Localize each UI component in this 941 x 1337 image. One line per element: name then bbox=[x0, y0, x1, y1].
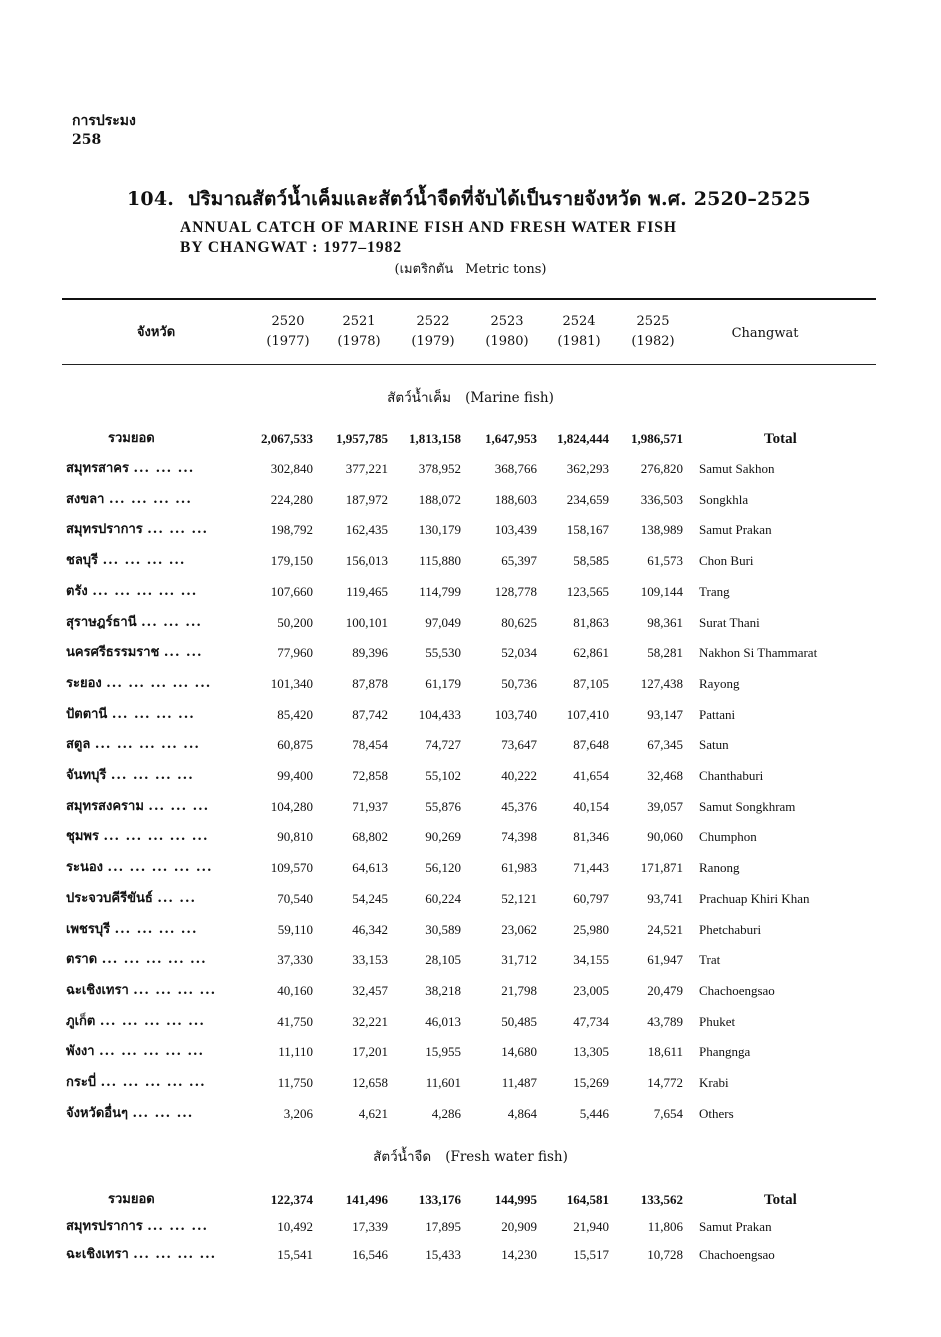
header-changwat-thai: จังหวัด bbox=[136, 325, 176, 340]
year-ad: (1978) bbox=[337, 334, 381, 349]
cell-value: 133,562 bbox=[640, 1192, 683, 1207]
table-row bbox=[0, 612, 941, 634]
cell-value: 171,871 bbox=[640, 860, 683, 876]
province-en: Phetchaburi bbox=[699, 921, 762, 937]
province-thai: ปัตตานี ... ... ... ... bbox=[66, 706, 195, 722]
cell-value: 15,541 bbox=[277, 1247, 313, 1262]
province-thai: ประจวบคีรีขันธ์ ... ... bbox=[66, 890, 196, 906]
province-en: Krabi bbox=[699, 1075, 729, 1090]
year-header-2521 bbox=[324, 312, 394, 352]
cell-value: 187,972 bbox=[345, 491, 388, 507]
table-row bbox=[0, 1244, 941, 1266]
year-be: 2525 bbox=[636, 314, 670, 329]
leader-dots: ... ... ... bbox=[141, 614, 202, 630]
province-thai: สงขลา ... ... ... ... bbox=[66, 491, 192, 507]
cell-value: 72,858 bbox=[352, 768, 388, 783]
table-row bbox=[0, 857, 941, 879]
cell-value: 12,658 bbox=[352, 1075, 388, 1090]
year-header-2522 bbox=[398, 312, 468, 352]
cell-value: 1,647,953 bbox=[485, 431, 537, 446]
cell-value: 11,750 bbox=[277, 1075, 313, 1090]
cell-value: 52,034 bbox=[501, 645, 537, 661]
year-be: 2520 bbox=[271, 314, 305, 329]
year-ad: (1982) bbox=[631, 334, 675, 349]
cell-value: 54,245 bbox=[352, 890, 388, 906]
cell-value: 141,496 bbox=[345, 1192, 388, 1207]
province-thai: รวมยอด bbox=[108, 431, 155, 446]
cell-value: 104,280 bbox=[270, 798, 313, 814]
province-thai: ระนอง ... ... ... ... ... bbox=[66, 860, 213, 876]
cell-value: 14,230 bbox=[501, 1247, 537, 1262]
cell-value: 15,269 bbox=[573, 1075, 609, 1090]
province-thai: เพชรบุรี ... ... ... ... bbox=[66, 921, 198, 937]
leader-dots: ... ... ... ... ... bbox=[94, 737, 200, 753]
leader-dots: ... ... ... bbox=[147, 522, 209, 538]
cell-value: 61,947 bbox=[647, 952, 683, 968]
cell-value: 1,957,785 bbox=[336, 431, 388, 446]
table-row bbox=[0, 888, 941, 910]
leader-dots: ... ... bbox=[157, 890, 196, 906]
cell-value: 41,654 bbox=[573, 768, 609, 783]
leader-dots: ... ... ... bbox=[133, 461, 195, 476]
cell-value: 87,742 bbox=[352, 706, 388, 722]
cell-value: 17,201 bbox=[352, 1044, 388, 1060]
cell-value: 107,660 bbox=[270, 583, 313, 599]
province-thai: กระบี่ ... ... ... ... ... bbox=[66, 1075, 206, 1090]
cell-value: 224,280 bbox=[270, 491, 313, 507]
table-row bbox=[0, 1216, 941, 1238]
cell-value: 81,863 bbox=[573, 614, 609, 630]
page-number: 258 bbox=[72, 132, 102, 148]
cell-value: 276,820 bbox=[640, 461, 683, 476]
units-en: Metric tons) bbox=[465, 262, 547, 277]
leader-dots: ... ... ... ... ... bbox=[92, 583, 198, 599]
cell-value: 1,813,158 bbox=[409, 431, 461, 446]
table-row bbox=[0, 1041, 941, 1063]
cell-value: 52,121 bbox=[501, 890, 537, 906]
cell-value: 34,155 bbox=[573, 952, 609, 968]
cell-value: 74,727 bbox=[425, 737, 461, 753]
province-thai: ฉะเชิงเทรา ... ... ... ... bbox=[66, 982, 217, 998]
cell-value: 15,955 bbox=[425, 1044, 461, 1060]
province-thai: นครศรีธรรมราช ... ... bbox=[66, 645, 203, 661]
cell-value: 362,293 bbox=[566, 461, 609, 476]
year-header-2523 bbox=[472, 312, 542, 352]
cell-value: 77,960 bbox=[277, 645, 313, 661]
running-head bbox=[72, 112, 136, 150]
cell-value: 78,454 bbox=[352, 737, 388, 753]
cell-value: 127,438 bbox=[640, 675, 683, 691]
table-row bbox=[0, 704, 941, 726]
cell-value: 87,878 bbox=[352, 675, 388, 691]
cell-value: 37,330 bbox=[277, 952, 313, 968]
table-number: 104. bbox=[127, 188, 175, 210]
cell-value: 60,875 bbox=[277, 737, 313, 753]
cell-value: 80,625 bbox=[501, 614, 537, 630]
province-en: Songkhla bbox=[699, 491, 749, 507]
table-row bbox=[0, 734, 941, 756]
year-be: 2523 bbox=[490, 314, 524, 329]
cell-value: 130,179 bbox=[418, 522, 461, 538]
table-row bbox=[0, 1072, 941, 1094]
cell-value: 17,339 bbox=[352, 1219, 388, 1234]
province-thai: ตรัง ... ... ... ... ... bbox=[66, 583, 198, 599]
cell-value: 107,410 bbox=[566, 706, 609, 722]
cell-value: 32,457 bbox=[352, 982, 388, 998]
cell-value: 55,102 bbox=[425, 768, 461, 783]
province-en: Total bbox=[764, 1192, 797, 1208]
cell-value: 16,546 bbox=[352, 1247, 388, 1262]
cell-value: 123,565 bbox=[566, 583, 609, 599]
leader-dots: ... ... ... ... bbox=[133, 982, 217, 998]
table-row bbox=[0, 1011, 941, 1033]
year-ad: (1980) bbox=[485, 334, 529, 349]
cell-value: 2,067,533 bbox=[261, 431, 313, 446]
cell-value: 104,433 bbox=[418, 706, 461, 722]
cell-value: 64,613 bbox=[352, 860, 388, 876]
cell-value: 138,989 bbox=[640, 522, 683, 538]
cell-value: 43,789 bbox=[647, 1013, 683, 1029]
cell-value: 33,153 bbox=[352, 952, 388, 968]
province-en: Chachoengsao bbox=[699, 1247, 775, 1262]
cell-value: 60,797 bbox=[573, 890, 609, 906]
province-en: Phuket bbox=[699, 1013, 736, 1029]
cell-value: 20,479 bbox=[647, 982, 683, 998]
cell-value: 179,150 bbox=[270, 553, 313, 569]
cell-value: 23,062 bbox=[501, 921, 537, 937]
marine-title-thai: สัตว์น้ำเค็ม bbox=[387, 390, 452, 406]
title-thai: ปริมาณสัตว์น้ำเค็มและสัตว์น้ำจืดที่จับได้เป็นรายจังหวัด พ.ศ. 2520–2525 bbox=[188, 188, 811, 210]
cell-value: 188,072 bbox=[418, 491, 461, 507]
cell-value: 25,980 bbox=[573, 921, 609, 937]
province-en: Pattani bbox=[699, 706, 736, 722]
leader-dots: ... ... ... ... bbox=[133, 1247, 217, 1262]
cell-value: 55,876 bbox=[425, 798, 461, 814]
cell-value: 90,269 bbox=[425, 829, 461, 845]
cell-value: 4,621 bbox=[358, 1105, 388, 1121]
cell-value: 17,895 bbox=[425, 1219, 461, 1234]
cell-value: 56,120 bbox=[425, 860, 461, 876]
cell-value: 60,224 bbox=[425, 890, 461, 906]
cell-value: 71,443 bbox=[573, 860, 609, 876]
cell-value: 39,057 bbox=[647, 798, 683, 814]
table-row bbox=[0, 826, 941, 848]
province-en: Samut Prakan bbox=[699, 1219, 772, 1234]
cell-value: 45,376 bbox=[501, 798, 537, 814]
cell-value: 21,940 bbox=[573, 1219, 609, 1234]
province-en: Chanthaburi bbox=[699, 768, 764, 783]
province-thai: สมุทรสงคราม ... ... ... bbox=[66, 798, 210, 814]
cell-value: 103,740 bbox=[494, 706, 537, 722]
cell-value: 3,206 bbox=[283, 1105, 313, 1121]
cell-value: 5,446 bbox=[579, 1105, 609, 1121]
year-header-2525 bbox=[618, 312, 688, 352]
province-thai: สมุทรปราการ ... ... ... bbox=[66, 1219, 209, 1234]
cell-value: 50,736 bbox=[501, 675, 537, 691]
cell-value: 87,648 bbox=[573, 737, 609, 753]
marine-section-title bbox=[0, 386, 941, 408]
cell-value: 61,573 bbox=[647, 553, 683, 569]
province-thai: สมุทรสาคร ... ... ... bbox=[66, 461, 195, 476]
cell-value: 90,060 bbox=[647, 829, 683, 845]
cell-value: 46,013 bbox=[425, 1013, 461, 1029]
cell-value: 109,570 bbox=[270, 860, 313, 876]
province-thai: สตูล ... ... ... ... ... bbox=[66, 737, 200, 753]
cell-value: 1,986,571 bbox=[631, 431, 683, 446]
table-row bbox=[0, 458, 941, 480]
province-en: Chachoengsao bbox=[699, 982, 775, 998]
cell-value: 89,396 bbox=[352, 645, 388, 661]
cell-value: 97,049 bbox=[425, 614, 461, 630]
leader-dots: ... ... ... ... ... bbox=[106, 675, 212, 691]
cell-value: 109,144 bbox=[640, 583, 683, 599]
leader-dots: ... ... ... ... ... bbox=[101, 952, 207, 968]
table-row bbox=[0, 980, 941, 1002]
title-en-line2: BY CHANGWAT : 1977–1982 bbox=[180, 239, 403, 256]
table-row bbox=[0, 642, 941, 664]
cell-value: 74,398 bbox=[501, 829, 537, 845]
leader-dots: ... ... ... ... ... bbox=[107, 860, 213, 876]
cell-value: 20,909 bbox=[501, 1219, 537, 1234]
section-label: การประมง bbox=[72, 113, 136, 129]
cell-value: 1,824,444 bbox=[557, 431, 609, 446]
cell-value: 68,802 bbox=[352, 829, 388, 845]
cell-value: 32,468 bbox=[647, 768, 683, 783]
province-thai: ภูเก็ต ... ... ... ... ... bbox=[66, 1013, 205, 1029]
leader-dots: ... ... ... bbox=[132, 1105, 194, 1121]
cell-value: 23,005 bbox=[573, 982, 609, 998]
fresh-title-en: (Fresh water fish) bbox=[445, 1149, 568, 1165]
cell-value: 98,361 bbox=[647, 614, 683, 630]
cell-value: 302,840 bbox=[270, 461, 313, 476]
table-row bbox=[0, 673, 941, 695]
leader-dots: ... ... ... ... ... bbox=[99, 1044, 205, 1060]
cell-value: 24,521 bbox=[647, 921, 683, 937]
table-row bbox=[0, 489, 941, 511]
cell-value: 93,741 bbox=[647, 890, 683, 906]
leader-dots: ... ... ... bbox=[147, 1219, 209, 1234]
leader-dots: ... ... ... ... bbox=[108, 491, 192, 507]
province-en: Others bbox=[699, 1105, 734, 1121]
province-en: Samut Sakhon bbox=[699, 461, 775, 476]
cell-value: 10,492 bbox=[277, 1219, 313, 1234]
cell-value: 90,810 bbox=[277, 829, 313, 845]
province-thai: จังหวัดอื่นๆ ... ... ... bbox=[66, 1105, 194, 1121]
cell-value: 188,603 bbox=[494, 491, 537, 507]
cell-value: 67,345 bbox=[647, 737, 683, 753]
cell-value: 133,176 bbox=[418, 1192, 461, 1207]
cell-value: 28,105 bbox=[425, 952, 461, 968]
leader-dots: ... ... ... ... bbox=[110, 768, 194, 783]
leader-dots: ... ... ... ... ... bbox=[103, 829, 209, 845]
table-row bbox=[0, 550, 941, 572]
province-en: Samut Songkhram bbox=[699, 798, 796, 814]
fresh-section-title bbox=[0, 1145, 941, 1167]
province-en: Ranong bbox=[699, 860, 740, 876]
cell-value: 4,864 bbox=[507, 1105, 537, 1121]
cell-value: 55,530 bbox=[425, 645, 461, 661]
cell-value: 164,581 bbox=[566, 1192, 609, 1207]
cell-value: 47,734 bbox=[573, 1013, 609, 1029]
province-en: Nakhon Si Thammarat bbox=[699, 645, 818, 661]
cell-value: 11,601 bbox=[425, 1075, 461, 1090]
cell-value: 73,647 bbox=[501, 737, 537, 753]
header-rule bbox=[62, 364, 876, 365]
province-thai: ระยอง ... ... ... ... ... bbox=[66, 675, 212, 691]
cell-value: 378,952 bbox=[418, 461, 461, 476]
title-thai-line bbox=[127, 184, 811, 214]
province-en: Trat bbox=[699, 952, 721, 968]
cell-value: 58,281 bbox=[647, 645, 683, 661]
cell-value: 65,397 bbox=[501, 553, 537, 569]
cell-value: 100,101 bbox=[345, 614, 388, 630]
year-ad: (1977) bbox=[266, 334, 310, 349]
cell-value: 93,147 bbox=[647, 706, 683, 722]
province-thai: ชลบุรี ... ... ... ... bbox=[66, 553, 186, 569]
cell-value: 158,167 bbox=[566, 522, 609, 538]
cell-value: 14,680 bbox=[501, 1044, 537, 1060]
cell-value: 85,420 bbox=[277, 706, 313, 722]
year-be: 2521 bbox=[342, 314, 376, 329]
marine-total-row bbox=[0, 428, 941, 450]
leader-dots: ... ... ... ... bbox=[114, 921, 198, 937]
cell-value: 21,798 bbox=[501, 982, 537, 998]
leader-dots: ... ... ... ... ... bbox=[99, 1013, 205, 1029]
cell-value: 4,286 bbox=[431, 1105, 461, 1121]
table-row bbox=[0, 765, 941, 787]
cell-value: 144,995 bbox=[494, 1192, 537, 1207]
province-en: Rayong bbox=[699, 675, 740, 691]
cell-value: 13,305 bbox=[573, 1044, 609, 1060]
year-header-2524 bbox=[544, 312, 614, 352]
cell-value: 40,160 bbox=[277, 982, 313, 998]
cell-value: 101,340 bbox=[270, 675, 313, 691]
cell-value: 71,937 bbox=[352, 798, 388, 814]
cell-value: 15,433 bbox=[425, 1247, 461, 1262]
table-row bbox=[0, 796, 941, 818]
province-thai: สุราษฎร์ธานี ... ... ... bbox=[66, 614, 202, 630]
units-label bbox=[0, 258, 941, 279]
province-thai: ตราด ... ... ... ... ... bbox=[66, 952, 207, 968]
cell-value: 62,861 bbox=[573, 645, 609, 661]
fresh-title-thai: สัตว์น้ำจืด bbox=[373, 1149, 432, 1165]
cell-value: 122,374 bbox=[270, 1192, 313, 1207]
cell-value: 11,110 bbox=[278, 1044, 313, 1060]
province-en: Prachuap Khiri Khan bbox=[699, 890, 810, 906]
province-thai: พังงา ... ... ... ... ... bbox=[66, 1044, 205, 1060]
cell-value: 46,342 bbox=[352, 921, 388, 937]
leader-dots: ... ... bbox=[163, 645, 203, 661]
cell-value: 40,154 bbox=[573, 798, 609, 814]
table-row bbox=[0, 1103, 941, 1125]
province-thai: รวมยอด bbox=[108, 1192, 155, 1207]
leader-dots: ... ... ... bbox=[148, 798, 210, 814]
cell-value: 70,540 bbox=[277, 890, 313, 906]
province-thai: สมุทรปราการ ... ... ... bbox=[66, 522, 209, 538]
cell-value: 18,611 bbox=[647, 1044, 683, 1060]
province-thai: ชุมพร ... ... ... ... ... bbox=[66, 829, 209, 845]
cell-value: 7,654 bbox=[653, 1105, 683, 1121]
fresh-total-row bbox=[0, 1189, 941, 1211]
leader-dots: ... ... ... ... bbox=[102, 553, 186, 569]
cell-value: 32,221 bbox=[352, 1013, 388, 1029]
cell-value: 59,110 bbox=[277, 921, 313, 937]
year-header-2520 bbox=[253, 312, 323, 352]
cell-value: 31,712 bbox=[501, 952, 537, 968]
cell-value: 50,200 bbox=[277, 614, 313, 630]
cell-value: 234,659 bbox=[566, 491, 609, 507]
province-thai: จันทบุรี ... ... ... ... bbox=[66, 768, 194, 783]
province-thai: ฉะเชิงเทรา ... ... ... ... bbox=[66, 1247, 217, 1262]
year-ad: (1981) bbox=[557, 334, 601, 349]
cell-value: 336,503 bbox=[640, 491, 683, 507]
year-be: 2524 bbox=[562, 314, 596, 329]
cell-value: 58,585 bbox=[573, 553, 609, 569]
table-row bbox=[0, 581, 941, 603]
cell-value: 115,880 bbox=[419, 553, 461, 569]
cell-value: 114,799 bbox=[419, 583, 461, 599]
cell-value: 103,439 bbox=[494, 522, 537, 538]
leader-dots: ... ... ... ... ... bbox=[100, 1075, 206, 1090]
province-en: Chon Buri bbox=[699, 553, 754, 569]
cell-value: 99,400 bbox=[277, 768, 313, 783]
province-en: Total bbox=[764, 431, 797, 447]
cell-value: 162,435 bbox=[345, 522, 388, 538]
cell-value: 61,179 bbox=[425, 675, 461, 691]
province-en: Chumphon bbox=[699, 829, 757, 845]
cell-value: 10,728 bbox=[647, 1247, 683, 1262]
year-be: 2522 bbox=[416, 314, 450, 329]
cell-value: 119,465 bbox=[346, 583, 388, 599]
province-en: Samut Prakan bbox=[699, 522, 772, 538]
province-en: Phangnga bbox=[699, 1044, 751, 1060]
cell-value: 61,983 bbox=[501, 860, 537, 876]
cell-value: 14,772 bbox=[647, 1075, 683, 1090]
table-row bbox=[0, 519, 941, 541]
cell-value: 87,105 bbox=[573, 675, 609, 691]
table-row bbox=[0, 949, 941, 971]
cell-value: 50,485 bbox=[501, 1013, 537, 1029]
province-en: Trang bbox=[699, 583, 730, 599]
cell-value: 40,222 bbox=[501, 768, 537, 783]
cell-value: 30,589 bbox=[425, 921, 461, 937]
leader-dots: ... ... ... ... bbox=[111, 706, 195, 722]
table-title bbox=[127, 184, 811, 258]
cell-value: 377,221 bbox=[345, 461, 388, 476]
cell-value: 41,750 bbox=[277, 1013, 313, 1029]
cell-value: 38,218 bbox=[425, 982, 461, 998]
marine-title-en: (Marine fish) bbox=[465, 390, 554, 406]
units-thai: (เมตริกตัน bbox=[394, 262, 454, 277]
cell-value: 11,806 bbox=[647, 1219, 683, 1234]
top-rule bbox=[62, 298, 876, 300]
title-en-line1: ANNUAL CATCH OF MARINE FISH AND FRESH WATER FISH bbox=[180, 219, 677, 236]
cell-value: 198,792 bbox=[270, 522, 313, 538]
cell-value: 368,766 bbox=[494, 461, 537, 476]
cell-value: 15,517 bbox=[573, 1247, 609, 1262]
year-ad: (1979) bbox=[411, 334, 455, 349]
header-changwat-en: Changwat bbox=[731, 326, 799, 341]
cell-value: 81,346 bbox=[573, 829, 609, 845]
cell-value: 11,487 bbox=[501, 1075, 537, 1090]
cell-value: 128,778 bbox=[494, 583, 537, 599]
cell-value: 156,013 bbox=[345, 553, 388, 569]
province-en: Satun bbox=[699, 737, 729, 753]
table-row bbox=[0, 919, 941, 941]
province-en: Surat Thani bbox=[699, 614, 760, 630]
